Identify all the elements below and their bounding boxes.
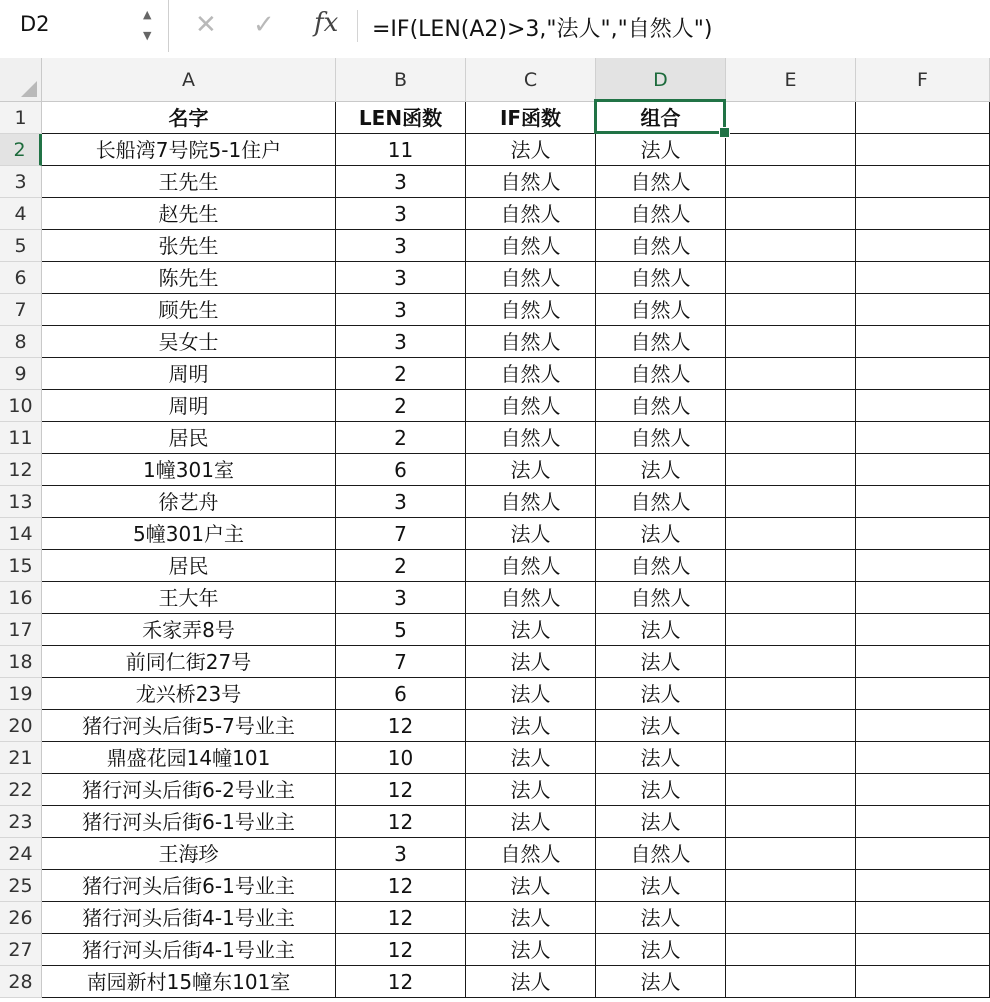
sheet-grid[interactable] (0, 58, 990, 1002)
formula-bar (0, 0, 990, 59)
cell-f23[interactable] (856, 806, 990, 838)
cell-a9[interactable]: 周明 (42, 358, 336, 390)
cell-f22[interactable] (856, 774, 990, 806)
cell-a22[interactable]: 猪行河头后街6-2号业主 (42, 774, 336, 806)
cell-e26[interactable] (726, 902, 856, 934)
name-box-value[interactable]: D2 (20, 12, 50, 36)
cell-e18[interactable] (726, 646, 856, 678)
cell-e4[interactable] (726, 198, 856, 230)
cell-d4[interactable]: 自然人 (596, 198, 726, 230)
cell-c17[interactable]: 法人 (466, 614, 596, 646)
row-header[interactable]: 28 (0, 966, 42, 998)
cell-c2[interactable]: 法人 (466, 134, 596, 166)
table-row (0, 102, 990, 134)
table-row (0, 166, 990, 198)
cell-e10[interactable] (726, 390, 856, 422)
cell-b15[interactable]: 2 (336, 550, 466, 582)
cell-b8[interactable]: 3 (336, 326, 466, 358)
cell-a17[interactable]: 禾家弄8号 (42, 614, 336, 646)
cell-d5[interactable]: 自然人 (596, 230, 726, 262)
cell-e3[interactable] (726, 166, 856, 198)
table-row (0, 390, 990, 422)
cell-b13[interactable]: 3 (336, 486, 466, 518)
row-header[interactable]: 16 (0, 582, 42, 614)
cell-c23[interactable]: 法人 (466, 806, 596, 838)
insert-function-icon[interactable]: fx (314, 8, 339, 38)
cell-a20[interactable]: 猪行河头后街5-7号业主 (42, 710, 336, 742)
cell-e23[interactable] (726, 806, 856, 838)
cell-b20[interactable]: 12 (336, 710, 466, 742)
cell-b11[interactable]: 2 (336, 422, 466, 454)
cell-a27[interactable]: 猪行河头后街4-1号业主 (42, 934, 336, 966)
cell-a13[interactable]: 徐艺舟 (42, 486, 336, 518)
cell-c24[interactable]: 自然人 (466, 838, 596, 870)
cell-a10[interactable]: 周明 (42, 390, 336, 422)
cell-a15[interactable]: 居民 (42, 550, 336, 582)
cell-f27[interactable] (856, 934, 990, 966)
row-header[interactable]: 6 (0, 262, 42, 294)
row-header[interactable]: 22 (0, 774, 42, 806)
row-header[interactable]: 21 (0, 742, 42, 774)
name-box[interactable] (0, 0, 169, 52)
cell-c3[interactable]: 自然人 (466, 166, 596, 198)
cell-b4[interactable]: 3 (336, 198, 466, 230)
row-header[interactable]: 26 (0, 902, 42, 934)
row-header[interactable]: 14 (0, 518, 42, 550)
column-header-e[interactable]: E (726, 58, 856, 102)
cell-e6[interactable] (726, 262, 856, 294)
table-row (0, 838, 990, 870)
cell-e28[interactable] (726, 966, 856, 998)
cell-e11[interactable] (726, 422, 856, 454)
row-header[interactable]: 13 (0, 486, 42, 518)
cell-a18[interactable]: 前同仁街27号 (42, 646, 336, 678)
cell-a21[interactable]: 鼎盛花园14幢101 (42, 742, 336, 774)
cell-b7[interactable]: 3 (336, 294, 466, 326)
cell-b16[interactable]: 3 (336, 582, 466, 614)
cell-b26[interactable]: 12 (336, 902, 466, 934)
table-row (0, 518, 990, 550)
cell-e7[interactable] (726, 294, 856, 326)
cell-d2[interactable]: 法人 (596, 134, 726, 166)
cell-f18[interactable] (856, 646, 990, 678)
table-row (0, 358, 990, 390)
cell-b6[interactable]: 3 (336, 262, 466, 294)
cell-a11[interactable]: 居民 (42, 422, 336, 454)
name-box-down-arrow-icon[interactable]: ▼ (143, 29, 152, 42)
cell-d13[interactable]: 自然人 (596, 486, 726, 518)
table-row (0, 454, 990, 486)
cell-c6[interactable]: 自然人 (466, 262, 596, 294)
cell-c20[interactable]: 法人 (466, 710, 596, 742)
table-row (0, 614, 990, 646)
cell-e24[interactable] (726, 838, 856, 870)
cell-f28[interactable] (856, 966, 990, 998)
cell-d21[interactable]: 法人 (596, 742, 726, 774)
table-row (0, 934, 990, 966)
row-header[interactable]: 9 (0, 358, 42, 390)
cell-d3[interactable]: 自然人 (596, 166, 726, 198)
table-row (0, 774, 990, 806)
cell-e1[interactable] (726, 102, 856, 134)
cell-d28[interactable]: 法人 (596, 966, 726, 998)
cell-f11[interactable] (856, 422, 990, 454)
cell-c16[interactable]: 自然人 (466, 582, 596, 614)
cell-c28[interactable]: 法人 (466, 966, 596, 998)
cell-b17[interactable]: 5 (336, 614, 466, 646)
cell-d24[interactable]: 自然人 (596, 838, 726, 870)
cell-c11[interactable]: 自然人 (466, 422, 596, 454)
cell-e12[interactable] (726, 454, 856, 486)
cell-b1[interactable]: LEN函数 (336, 102, 466, 134)
row-header[interactable]: 3 (0, 166, 42, 198)
cell-e21[interactable] (726, 742, 856, 774)
cell-e5[interactable] (726, 230, 856, 262)
cell-f2[interactable] (856, 134, 990, 166)
table-row (0, 678, 990, 710)
row-header[interactable]: 8 (0, 326, 42, 358)
row-header[interactable]: 10 (0, 390, 42, 422)
cell-d10[interactable]: 自然人 (596, 390, 726, 422)
cell-f16[interactable] (856, 582, 990, 614)
cell-c22[interactable]: 法人 (466, 774, 596, 806)
cell-c21[interactable]: 法人 (466, 742, 596, 774)
cell-d22[interactable]: 法人 (596, 774, 726, 806)
row-header[interactable]: 1 (0, 102, 42, 134)
row-header[interactable]: 25 (0, 870, 42, 902)
cell-c13[interactable]: 自然人 (466, 486, 596, 518)
cell-d18[interactable]: 法人 (596, 646, 726, 678)
cell-d8[interactable]: 自然人 (596, 326, 726, 358)
cell-d14[interactable]: 法人 (596, 518, 726, 550)
cell-d12[interactable]: 法人 (596, 454, 726, 486)
cell-e2[interactable] (726, 134, 856, 166)
row-header[interactable]: 18 (0, 646, 42, 678)
cell-b25[interactable]: 12 (336, 870, 466, 902)
table-row (0, 710, 990, 742)
row-header[interactable]: 12 (0, 454, 42, 486)
cell-a8[interactable]: 吴女士 (42, 326, 336, 358)
cell-e22[interactable] (726, 774, 856, 806)
cell-b3[interactable]: 3 (336, 166, 466, 198)
row-header[interactable]: 4 (0, 198, 42, 230)
cell-c10[interactable]: 自然人 (466, 390, 596, 422)
cell-a3[interactable]: 王先生 (42, 166, 336, 198)
cell-d17[interactable]: 法人 (596, 614, 726, 646)
row-header[interactable]: 7 (0, 294, 42, 326)
cell-f14[interactable] (856, 518, 990, 550)
cell-e14[interactable] (726, 518, 856, 550)
cell-d7[interactable]: 自然人 (596, 294, 726, 326)
cell-d6[interactable]: 自然人 (596, 262, 726, 294)
cell-e17[interactable] (726, 614, 856, 646)
table-row (0, 806, 990, 838)
cell-c9[interactable]: 自然人 (466, 358, 596, 390)
cell-b24[interactable]: 3 (336, 838, 466, 870)
enter-check-icon[interactable]: ✓ (253, 10, 275, 40)
cell-a2[interactable]: 长船湾7号院5-1住户 (42, 134, 336, 166)
cell-b22[interactable]: 12 (336, 774, 466, 806)
row-header[interactable]: 23 (0, 806, 42, 838)
cell-b10[interactable]: 2 (336, 390, 466, 422)
cell-b23[interactable]: 12 (336, 806, 466, 838)
cell-f10[interactable] (856, 390, 990, 422)
cell-c12[interactable]: 法人 (466, 454, 596, 486)
column-header-c[interactable]: C (466, 58, 596, 102)
cell-c27[interactable]: 法人 (466, 934, 596, 966)
cell-e8[interactable] (726, 326, 856, 358)
cell-f21[interactable] (856, 742, 990, 774)
column-header-f[interactable]: F (856, 58, 990, 102)
cell-a28[interactable]: 南园新村15幢东101室 (42, 966, 336, 998)
row-header[interactable]: 15 (0, 550, 42, 582)
table-row (0, 550, 990, 582)
table-row (0, 134, 990, 166)
cell-f25[interactable] (856, 870, 990, 902)
cell-c4[interactable]: 自然人 (466, 198, 596, 230)
cell-b5[interactable]: 3 (336, 230, 466, 262)
cell-b9[interactable]: 2 (336, 358, 466, 390)
select-all-triangle-icon (21, 81, 37, 97)
row-header[interactable]: 19 (0, 678, 42, 710)
cell-f13[interactable] (856, 486, 990, 518)
cell-d19[interactable]: 法人 (596, 678, 726, 710)
table-row (0, 870, 990, 902)
table-row (0, 742, 990, 774)
cell-c18[interactable]: 法人 (466, 646, 596, 678)
cell-d27[interactable]: 法人 (596, 934, 726, 966)
cell-d9[interactable]: 自然人 (596, 358, 726, 390)
cell-d26[interactable]: 法人 (596, 902, 726, 934)
row-header[interactable]: 20 (0, 710, 42, 742)
cell-e20[interactable] (726, 710, 856, 742)
cell-a14[interactable]: 5幢301户主 (42, 518, 336, 550)
select-all-corner[interactable] (0, 58, 42, 102)
cell-b21[interactable]: 10 (336, 742, 466, 774)
row-header[interactable]: 27 (0, 934, 42, 966)
cell-a7[interactable]: 顾先生 (42, 294, 336, 326)
cell-d15[interactable]: 自然人 (596, 550, 726, 582)
cell-a19[interactable]: 龙兴桥23号 (42, 678, 336, 710)
cell-f4[interactable] (856, 198, 990, 230)
cell-f12[interactable] (856, 454, 990, 486)
cell-a1[interactable]: 名字 (42, 102, 336, 134)
column-header-b[interactable]: B (336, 58, 466, 102)
cell-e16[interactable] (726, 582, 856, 614)
table-row (0, 486, 990, 518)
table-row (0, 294, 990, 326)
table-row (0, 902, 990, 934)
cell-f19[interactable] (856, 678, 990, 710)
cell-f5[interactable] (856, 230, 990, 262)
cell-a26[interactable]: 猪行河头后街4-1号业主 (42, 902, 336, 934)
cell-d20[interactable]: 法人 (596, 710, 726, 742)
cell-c26[interactable]: 法人 (466, 902, 596, 934)
table-row (0, 966, 990, 998)
table-row (0, 262, 990, 294)
table-row (0, 230, 990, 262)
cell-b18[interactable]: 7 (336, 646, 466, 678)
cell-b28[interactable]: 12 (336, 966, 466, 998)
cell-f6[interactable] (856, 262, 990, 294)
cell-a5[interactable]: 张先生 (42, 230, 336, 262)
cell-f20[interactable] (856, 710, 990, 742)
table-row (0, 646, 990, 678)
table-row (0, 582, 990, 614)
formula-input[interactable]: =IF(LEN(A2)>3,"法人","自然人") (372, 17, 713, 42)
cell-f9[interactable] (856, 358, 990, 390)
cell-f7[interactable] (856, 294, 990, 326)
cell-d23[interactable]: 法人 (596, 806, 726, 838)
cell-e15[interactable] (726, 550, 856, 582)
cell-e9[interactable] (726, 358, 856, 390)
cell-b27[interactable]: 12 (336, 934, 466, 966)
cell-c15[interactable]: 自然人 (466, 550, 596, 582)
cell-a23[interactable]: 猪行河头后街6-1号业主 (42, 806, 336, 838)
cell-f24[interactable] (856, 838, 990, 870)
cell-c19[interactable]: 法人 (466, 678, 596, 710)
cell-c7[interactable]: 自然人 (466, 294, 596, 326)
table-row (0, 326, 990, 358)
cell-d16[interactable]: 自然人 (596, 582, 726, 614)
cell-d25[interactable]: 法人 (596, 870, 726, 902)
cell-d11[interactable]: 自然人 (596, 422, 726, 454)
column-header-d[interactable]: D (596, 58, 726, 102)
cell-c5[interactable]: 自然人 (466, 230, 596, 262)
cell-e19[interactable] (726, 678, 856, 710)
cancel-icon[interactable]: ✕ (195, 10, 217, 40)
formula-bar-divider (357, 10, 358, 42)
cell-c25[interactable]: 法人 (466, 870, 596, 902)
cell-b14[interactable]: 7 (336, 518, 466, 550)
cell-f17[interactable] (856, 614, 990, 646)
row-header[interactable]: 24 (0, 838, 42, 870)
table-row (0, 198, 990, 230)
cell-f8[interactable] (856, 326, 990, 358)
name-box-up-arrow-icon[interactable]: ▲ (143, 8, 152, 21)
cell-e27[interactable] (726, 934, 856, 966)
cell-f1[interactable] (856, 102, 990, 134)
cell-a25[interactable]: 猪行河头后街6-1号业主 (42, 870, 336, 902)
cell-d1[interactable]: 组合 (596, 102, 726, 134)
row-header[interactable]: 5 (0, 230, 42, 262)
cell-c8[interactable]: 自然人 (466, 326, 596, 358)
cell-e25[interactable] (726, 870, 856, 902)
cell-a6[interactable]: 陈先生 (42, 262, 336, 294)
row-header[interactable]: 11 (0, 422, 42, 454)
cell-a4[interactable]: 赵先生 (42, 198, 336, 230)
cell-c14[interactable]: 法人 (466, 518, 596, 550)
cell-a24[interactable]: 王海珍 (42, 838, 336, 870)
cell-f26[interactable] (856, 902, 990, 934)
cell-b12[interactable]: 6 (336, 454, 466, 486)
table-row (0, 422, 990, 454)
cell-e13[interactable] (726, 486, 856, 518)
cell-c1[interactable]: IF函数 (466, 102, 596, 134)
cell-b19[interactable]: 6 (336, 678, 466, 710)
row-header[interactable]: 17 (0, 614, 42, 646)
cell-f15[interactable] (856, 550, 990, 582)
cell-b2[interactable]: 11 (336, 134, 466, 166)
column-header-a[interactable]: A (42, 58, 336, 102)
cell-f3[interactable] (856, 166, 990, 198)
cell-a16[interactable]: 王大年 (42, 582, 336, 614)
row-header[interactable]: 2 (0, 134, 42, 166)
cell-a12[interactable]: 1幢301室 (42, 454, 336, 486)
